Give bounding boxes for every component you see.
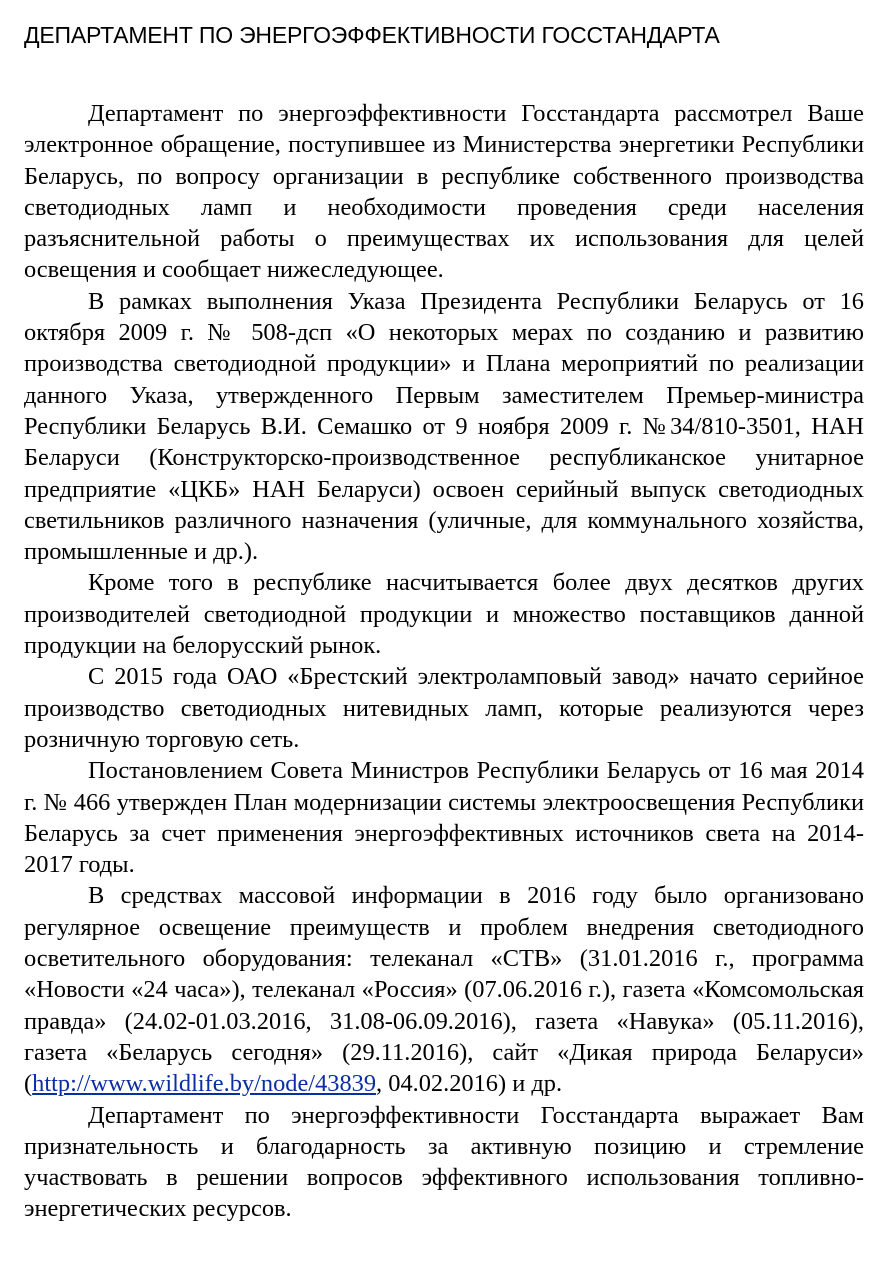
document-heading: ДЕПАРТАМЕНТ ПО ЭНЕРГОЭФФЕКТИВНОСТИ ГОССТАНДАРТА (24, 22, 720, 48)
paragraph-producers: Кроме того в республике насчитывается более двух десятков других производителей светодиодной продукции и множество поставщиков данной продукции на белорусский рынок. (24, 569, 864, 660)
letter-page (24, 20, 864, 1225)
media-text-before-link: В средствах массовой информации в 2016 году было организовано регулярное освещение преимуществ и проблем внедрения светодиодного осветительного оборудования: телеканал «СТВ» (31.01.2016 г., программа «Новости «24 часа»), телеканал «Россия» (07.06.2016 г.), газета «Комсомольская правда» (24.02-01.03.2016, 31.08-06.09.2016), газета «Навука» (05.11.2016), газета «Беларусь сегодня» (29.11.2016), сайт «Дикая природа Беларуси» ( (24, 882, 864, 1098)
paragraph-modernization-plan: Постановлением Совета Министров Республики Беларусь от 16 мая 2014 г. № 466 утвержден План модернизации системы электроосвещения Республики Беларусь за счет применения энергоэффективных источников света на 2014-2017 годы. (24, 757, 864, 879)
media-text-after-link: , 04.02.2016) и др. (376, 1070, 563, 1098)
paragraph-closing: Департамент по энергоэффективности Госстандарта выражает Вам признательность и благодарность за активную позицию и стремление участвовать в решении вопросов эффективного использования топливно-энергетических ресурсов. (24, 1101, 864, 1223)
paragraph-intro: Департамент по энергоэффективности Госстандарта рассмотрел Ваше электронное обращение, поступившее из Министерства энергетики Республики Беларусь, по вопросу организации в республике собственного производства светодиодных ламп и необходимости проведения среди населения разъяснительной работы о преимуществах их использования для целей освещения и сообщает нижеследующее. (24, 100, 864, 284)
paragraph-media-coverage (24, 880, 864, 1099)
paragraph-decree: В рамках выполнения Указа Президента Республики Беларусь от 16 октября 2009 г. № 508-дсп «О некоторых мерах по созданию и развитию производства светодиодной продукции» и Плана мероприятий по реализации данного Указа, утвержденного Первым заместителем Премьер-министра Республики Беларусь В.И. Семашко от 9 ноября 2009 г. №34/810-3501, НАН Беларуси (Конструкторско-производственное республиканское унитарное предприятие «ЦКБ» НАН Беларуси) освоен серийный выпуск светодиодных светильников различного назначения (уличные, для коммунального хозяйства, промышленные и др.). (24, 287, 864, 566)
wildlife-link[interactable]: http://www.wildlife.by/node/43839 (32, 1070, 377, 1098)
paragraph-brest-plant: С 2015 года ОАО «Брестский электроламповый завод» начато серийное производство светодиодных нитевидных ламп, которые реализуются через розничную торговую сеть. (24, 663, 864, 753)
